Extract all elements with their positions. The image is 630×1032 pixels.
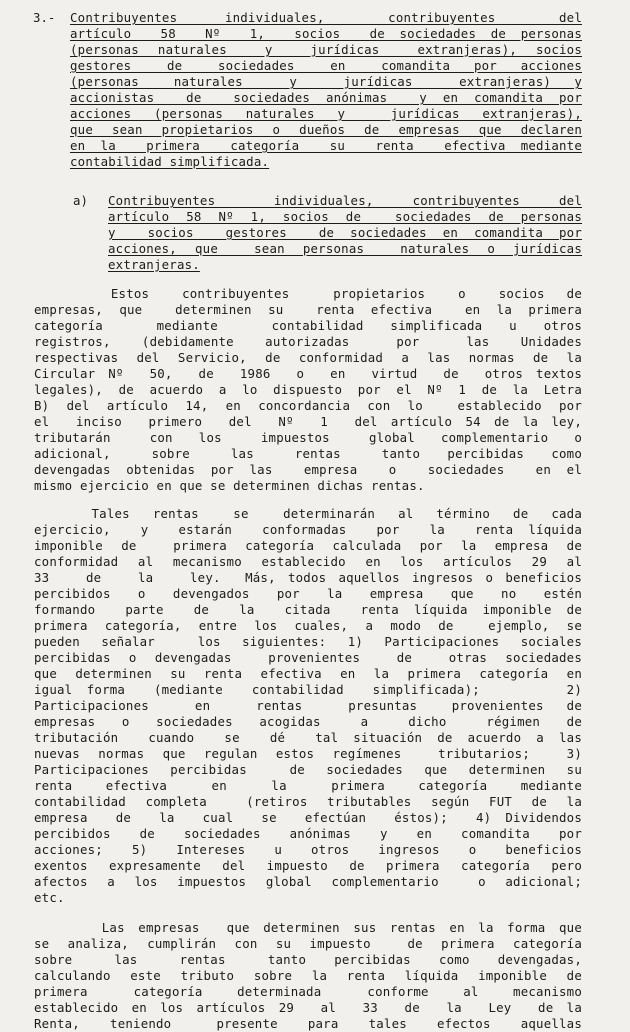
- paragraph-line: etc.: [34, 890, 65, 905]
- paragraph-line: Estos contribuyentes propietarios o socios de: [34, 286, 582, 301]
- paragraph-line: B) del artículo 14, en concordancia con lo establecido por: [34, 398, 582, 413]
- paragraph-line: contabilidad completa (retiros tributables según FUT de la: [34, 794, 582, 809]
- section-heading-line: gestores de sociedades en comandita por acciones: [70, 58, 582, 73]
- paragraph-line: adicional, sobre las rentas tanto percibidas como: [34, 446, 582, 461]
- paragraph-line: igual forma (mediante contabilidad simplificada); 2): [34, 682, 582, 697]
- paragraph-line: formando parte de la citada renta líquida imponible de: [34, 602, 582, 617]
- section-heading-line: (personas naturales y jurídicas extranjeras), socios: [70, 42, 582, 57]
- paragraph-line: renta efectiva en la primera categoría mediante: [34, 778, 582, 793]
- paragraph-line: establecido en los artículos 29 al 33 de la Ley de la: [34, 1000, 582, 1015]
- paragraph-line: empresas, que determinen su renta efectiva en la primera: [34, 302, 582, 317]
- subsection-heading-line: acciones, que sean personas naturales o jurídicas: [108, 241, 582, 256]
- section-heading-line: en la primera categoría su renta efectiva mediante: [70, 138, 582, 153]
- paragraph-line: el inciso primero del Nº 1 del artículo 54 de la ley,: [34, 414, 582, 429]
- paragraph-line: categoría mediante contabilidad simplificada u otros: [34, 318, 582, 333]
- paragraph-line: primera categoría determinada conforme al mecanismo: [34, 984, 582, 999]
- subsection-heading-line: Contribuyentes individuales, contribuyentes del: [108, 193, 582, 208]
- paragraph-line: percibidas o devengadas provenientes de otras sociedades: [34, 650, 582, 665]
- subsection-heading-line: y socios gestores de sociedades en comandita por: [108, 225, 582, 240]
- paragraph-line: calculando este tributo sobre la renta líquida imponible de: [34, 968, 582, 983]
- paragraph-line: registros, (debidamente autorizadas por las Unidades: [34, 334, 582, 349]
- paragraph-line: sobre las rentas tanto percibidas como devengadas,: [34, 952, 582, 967]
- paragraph-line: Circular Nº 50, de 1986 o en virtud de otros textos: [34, 366, 582, 381]
- paragraph-line: empresa de la cual se efectúan éstos); 4) Dividendos: [34, 810, 582, 825]
- paragraph-line: imponible de primera categoría calculada por la empresa de: [34, 538, 582, 553]
- paragraph-line: tributarán con los impuestos global complementario o: [34, 430, 582, 445]
- paragraph-line: Participaciones en rentas presuntas provenientes de: [34, 698, 582, 713]
- section-heading-line: contabilidad simplificada.: [70, 154, 270, 169]
- subsection-heading-line: artículo 58 Nº 1, socios de sociedades de personas: [108, 209, 582, 224]
- paragraph-line: mismo ejercicio en que se determinen dichas rentas.: [34, 478, 425, 493]
- paragraph-line: ejercicio, y estarán conformadas por la renta líquida: [34, 522, 582, 537]
- paragraph-line: empresas o sociedades acogidas a dicho régimen de: [34, 714, 582, 729]
- paragraph-line: Renta, teniendo presente para tales efectos aquellas: [34, 1016, 582, 1031]
- section-heading-line: artículo 58 Nº 1, socios de sociedades de personas: [70, 26, 582, 41]
- paragraph-line: percibidos de sociedades anónimas y en comandita por: [34, 826, 582, 841]
- paragraph-line: percibidos o devengados por la empresa que no estén: [34, 586, 582, 601]
- paragraph-line: nuevas normas que regulan estos regímenes tributarios; 3): [34, 746, 582, 761]
- paragraph-line: legales), de acuerdo a lo dispuesto por el Nº 1 de la Letra: [34, 382, 582, 397]
- subsection-label: a): [73, 193, 88, 208]
- section-heading-line: acciones (personas naturales y jurídicas extranjeras),: [70, 106, 582, 121]
- section-heading-line: Contribuyentes individuales, contribuyentes del: [70, 10, 582, 25]
- section-heading-line: (personas naturales y jurídicas extranjeras) y: [70, 74, 582, 89]
- paragraph-line: afectos a los impuestos global complementario o adicional;: [34, 874, 582, 889]
- section-heading-line: que sean propietarios o dueños de empresas que declaren: [70, 122, 582, 137]
- paragraph-line: exentos expresamente del impuesto de primera categoría pero: [34, 858, 582, 873]
- paragraph-line: tributación cuando se dé tal situación de acuerdo a las: [34, 730, 582, 745]
- paragraph-line: se analiza, cumplirán con su impuesto de primera categoría: [34, 936, 582, 951]
- section-heading-line: accionistas de sociedades anónimas y en comandita por: [70, 90, 582, 105]
- section-number: 3.-: [33, 10, 56, 25]
- paragraph-line: respectivas del Servicio, de conformidad a las normas de la: [34, 350, 582, 365]
- subsection-heading-line: extranjeras.: [108, 257, 200, 272]
- paragraph-line: 33 de la ley. Más, todos aquellos ingresos o beneficios: [34, 570, 582, 585]
- paragraph-line: pueden señalar los siguientes: 1) Participaciones sociales: [34, 634, 582, 649]
- paragraph-line: Tales rentas se determinarán al término de cada: [34, 506, 582, 521]
- paragraph-line: Las empresas que determinen sus rentas en la forma que: [34, 920, 582, 935]
- paragraph-line: primera categoría, entre los cuales, a modo de ejemplo, se: [34, 618, 582, 633]
- paragraph-line: que determinen su renta efectiva en la primera categoría en: [34, 666, 582, 681]
- paragraph-line: Participaciones percibidas de sociedades que determinen su: [34, 762, 582, 777]
- paragraph-line: conformidad al mecanismo establecido en los artículos 29 al: [34, 554, 582, 569]
- paragraph-line: acciones; 5) Intereses u otros ingresos o beneficios: [34, 842, 582, 857]
- paragraph-line: devengadas obtenidas por las empresa o sociedades en el: [34, 462, 582, 477]
